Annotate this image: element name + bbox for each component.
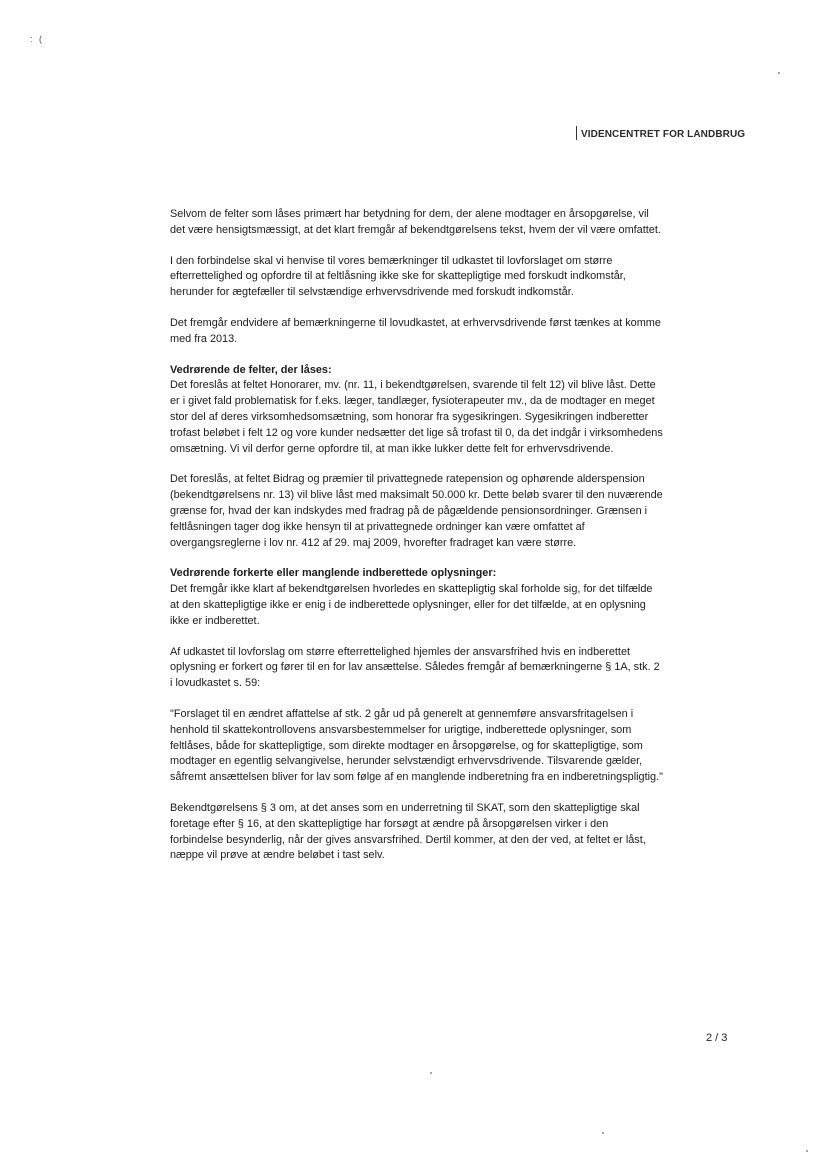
paragraph-fees-field: Det foreslås at feltet Honorarer, mv. (nr. 11, i bekendtgørelsen, svarende til felt 12) vil blive låst. Dette er i givet fald problematisk for f.eks. læger, tandlæger, fysioterapeuter mv., da de modtager en meget stor del af deres virksomhedsomsætning, som honorar fra sygesikringen. Sygesikringen indberetter trofast beløbet i felt 12 og vore kunder nedsætter det lige så trofast til 0, da det indgår i virksomhedens omsætning. Vi vil derfor gerne opfordre til, at man ikke lukker dette felt for erhvervsdrivende. (170, 379, 663, 455)
organization-name: VIDENCENTRET FOR LANDBRUG (581, 129, 746, 140)
page-number: 2 / 3 (706, 1032, 728, 1044)
heading-locked-fields: Vedrørende de felter, der låses: (170, 363, 332, 376)
heading-incorrect-info: Vedrørende forkerte eller manglende indberettede oplysninger: (170, 567, 497, 580)
paragraph-pension-field: Det foreslås, at feltet Bidrag og præmier til privattegnede ratepension og ophørende alderspension (bekendtgørelsens nr. 13) vil blive låst med maksimalt 50.000 kr. Dette beløb svarer til den nuværende grænse for, hvad der kan indskydes med fradrag på de pågældende pensionsordninger. Grænsen i feltlåsningen tager dog ikke hensyn til at privattegnede ordninger kan være omfattet af overgangsreglerne i lov nr. 412 af 29. maj 2009, hvorefter fradraget kan være større. (170, 473, 663, 549)
body-text (170, 207, 664, 864)
paragraph-intro: Selvom de felter som låses primært har betydning for dem, der alene modtager en årsopgørelse, vil det være hensigtsmæssigt, at det klart fremgår af bekendtgørelsens tekst, hvem der vil være omfattet. (170, 208, 661, 236)
paragraph-reference-remarks: I den forbindelse skal vi henvise til vores bemærkninger til udkastet til lovforslaget om større efterrettelighed og opfordre til at feltlåsning ikke ske for skattepligtige med forskudt indkomstår, herunder for ægtefæller til selvstændige erhvervsdrivende med forskudt indkomstår. (170, 254, 626, 299)
quoted-remark: "Forslaget til en ændret affattelse af stk. 2 går ud på generelt at gennemføre ansvarsfritagelsen i henhold til skattekontrollovens ansvarsbestemmelser for urigtige, indberettede oplysninger, som feltlåses, både for skattepligtige, som direkte modtager en årsopgørelse, og for skattepligtige, som modtager en egentlig selvangivelse, herunder selvstændigt erhvervsdrivende. Tilsvarende gælder, såfremt ansættelsen bliver for lav som følge af en manglende indberetning fra en indberetningspligtig." (170, 707, 664, 784)
paragraph-section-3: Bekendtgørelsens § 3 om, at det anses som en underretning til SKAT, som den skattepligtige skal foretage efter § 16, at den skattepligtige har forsøgt at ændre på årsopgørelsen virker i den forbindelse besynderlig, når der gives ansvarsfrihed. Dertil kommer, at den der ved, at feltet er låst, næppe vil prøve at ændre beløbet i tast selv. (170, 801, 646, 862)
scan-speck (806, 1150, 808, 1152)
letterhead (576, 126, 745, 140)
scan-corner-mark: : ( (30, 34, 44, 44)
paragraph-timeline: Det fremgår endvidere af bemærkningerne til lovudkastet, at erhvervsdrivende først tænkes at komme med fra 2013. (170, 316, 661, 345)
paragraph-liability-exemption: Af udkastet til lovforslag om større efterrettelighed hjemles der ansvarsfrihed hvis en indberettet oplysning er forkert og fører til en for lav ansættelse. Således fremgår af bemærkningerne § 1A, stk. 2 i lovudkastet s. 59: (170, 645, 660, 690)
scan-speck (778, 72, 780, 74)
letterhead-divider (576, 126, 577, 140)
paragraph-unclear-procedure: Det fremgår ikke klart af bekendtgørelsen hvorledes en skattepligtig skal forholde sig, for det tilfælde at den skattepligtige ikke er enig i de indberettede oplysninger, eller for det tilfælde, at en oplysning ikke er indberettet. (170, 583, 653, 627)
scan-speck (602, 1132, 604, 1134)
scan-speck (430, 1072, 432, 1074)
